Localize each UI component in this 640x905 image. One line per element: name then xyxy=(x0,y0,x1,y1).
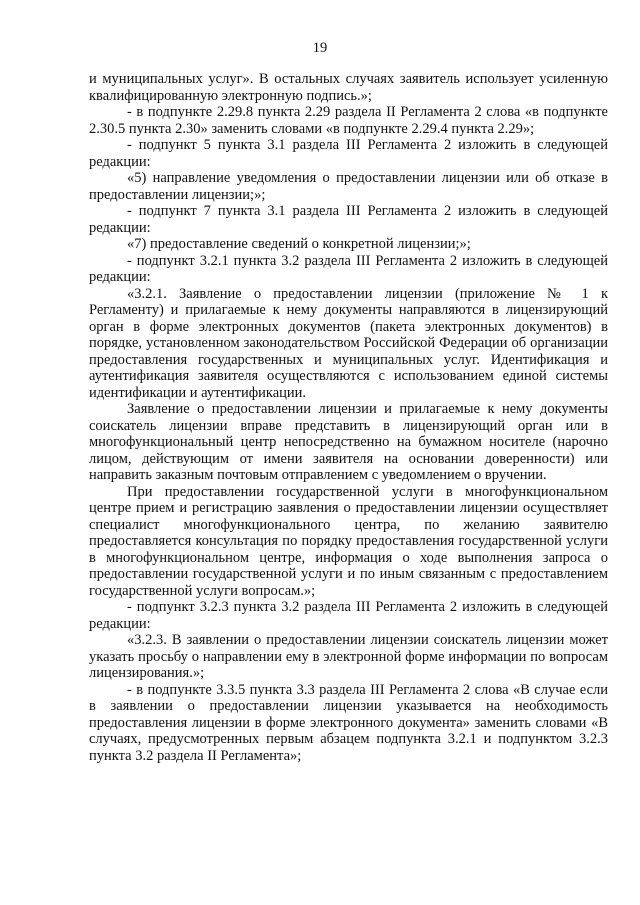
paragraph: - подпункт 7 пункта 3.1 раздела III Регламента 2 изложить в следующей редакции: xyxy=(89,203,608,236)
paragraph: «3.2.1. Заявление о предоставлении лицензии (приложение № 1 к Регламенту) и прилагаемые к нему документы направляются в лицензирующий орган в форме электронных документов (пакета электронных документов) в порядке, установленном законодательством Российской Федерации об организации предоставления государственных и муниципальных услуг. Идентификация и аутентификация заявителя осуществляются с использованием единой системы идентификации и аутентификации. xyxy=(89,285,608,401)
paragraph: - подпункт 3.2.1 пункта 3.2 раздела III Регламента 2 изложить в следующей редакции: xyxy=(89,252,608,285)
page-number: 19 xyxy=(312,40,328,56)
document-body xyxy=(89,71,608,764)
paragraph: «3.2.3. В заявлении о предоставлении лицензии соискатель лицензии может указать просьбу о направлении ему в электронной форме информации по вопросам лицензирования.»; xyxy=(89,632,608,681)
paragraph: - в подпункте 2.29.8 пункта 2.29 раздела II Регламента 2 слова «в подпункте 2.30.5 пункта 2.30» заменить словами «в подпункте 2.29.4 пункта 2.29»; xyxy=(89,104,608,137)
paragraph: Заявление о предоставлении лицензии и прилагаемые к нему документы соискатель лицензии вправе представить в лицензирующий орган или в многофункциональный центр непосредственно на бумажном носителе (нарочно лицом, действующим от имени заявителя на основании доверенности) или направить заказным почтовым отправлением с уведомлением о вручении. xyxy=(89,401,608,483)
paragraph: - подпункт 3.2.3 пункта 3.2 раздела III Регламента 2 изложить в следующей редакции: xyxy=(89,599,608,632)
paragraph: При предоставлении государственной услуги в многофункциональном центре прием и регистрацию заявления о предоставлении лицензии осуществляет специалист многофункционального центра, по желанию заявителю предоставляется консультация по порядку предоставления государственной услуги в многофункциональном центре, информация о ходе выполнения запроса о предоставлении государственной услуги и по иным связанным с предоставлением государственной услуги вопросам.»; xyxy=(89,483,608,599)
paragraph: и муниципальных услуг». В остальных случаях заявитель использует усиленную квалифицированную электронную подпись.»; xyxy=(89,71,608,104)
paragraph: «7) предоставление сведений о конкретной лицензии;»; xyxy=(127,236,471,252)
paragraph: - в подпункте 3.3.5 пункта 3.3 раздела III Регламента 2 слова «В случае если в заявлении о предоставлении лицензии указывается на необходимость предоставления лицензии в форме электронного документа» заменить словами «В случаях, предусмотренных первым абзацем подпункта 3.2.1 и подпунктом 3.2.3 пункта 3.2 раздела II Регламента»; xyxy=(89,681,608,764)
paragraph: - подпункт 5 пункта 3.1 раздела III Регламента 2 изложить в следующей редакции: xyxy=(89,137,608,170)
paragraph: «5) направление уведомления о предоставлении лицензии или об отказе в предоставлении лицензии;»; xyxy=(89,170,608,203)
